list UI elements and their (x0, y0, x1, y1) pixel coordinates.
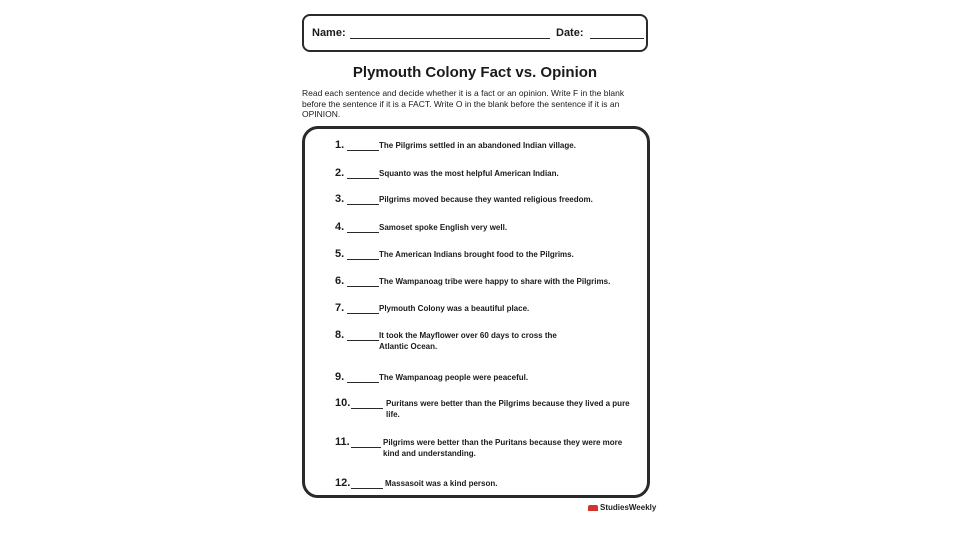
answer-blank[interactable] (347, 150, 379, 151)
logo-text: StudiesWeekly (600, 503, 657, 512)
question-text: Pilgrims were better than the Puritans because they were more kind and understanding. (383, 438, 623, 458)
answer-blank[interactable] (351, 488, 383, 489)
name-blank[interactable] (350, 38, 550, 39)
question-number: 4. (335, 221, 345, 233)
answer-blank[interactable] (347, 232, 379, 233)
question-text: Plymouth Colony was a beautiful place. (379, 304, 530, 313)
question-number: 7. (335, 302, 345, 314)
question-number: 8. (335, 329, 345, 341)
question-text: It took the Mayflower over 60 days to cross the Atlantic Ocean. (379, 331, 557, 351)
question-number: 6. (335, 275, 345, 287)
name-date-header (302, 14, 648, 52)
date-label: Date: (556, 27, 584, 39)
question-text: The Wampanoag tribe were happy to share with the Pilgrims. (379, 277, 611, 286)
answer-blank[interactable] (347, 178, 379, 179)
studies-weekly-logo (588, 503, 656, 512)
question-number: 5. (335, 248, 345, 260)
question-number: 3. (335, 193, 345, 205)
answer-blank[interactable] (347, 204, 379, 205)
instructions: Read each sentence and decide whether it is a fact or an opinion. Write F in the blank before the sentence if it is a FACT. Write O in the blank before the sentence if it is an OPINION. (302, 88, 625, 119)
answer-blank[interactable] (351, 408, 383, 409)
question-text: Puritans were better than the Pilgrims because they lived a pure life. (386, 399, 630, 419)
question-text: Samoset spoke English very well. (379, 223, 508, 232)
question-number: 1. (335, 139, 345, 151)
question-text: The American Indians brought food to the Pilgrims. (379, 250, 574, 259)
question-number: 10. (335, 397, 351, 409)
question-number: 9. (335, 371, 345, 383)
answer-blank[interactable] (351, 447, 381, 448)
answer-blank[interactable] (347, 286, 379, 287)
answer-blank[interactable] (347, 313, 379, 314)
logo-icon (588, 505, 598, 511)
answer-blank[interactable] (347, 340, 379, 341)
question-box (302, 126, 650, 498)
question-text: The Wampanoag people were peaceful. (379, 373, 529, 382)
question-text: Massasoit was a kind person. (385, 479, 498, 488)
date-blank[interactable] (590, 38, 644, 39)
worksheet-title: Plymouth Colony Fact vs. Opinion (352, 64, 598, 81)
question-number: 2. (335, 167, 345, 179)
answer-blank[interactable] (347, 382, 379, 383)
question-number: 11. (335, 436, 350, 448)
name-label: Name: (312, 27, 346, 39)
answer-blank[interactable] (347, 259, 379, 260)
question-text: Squanto was the most helpful American Indian. (379, 169, 559, 178)
question-text: The Pilgrims settled in an abandoned Indian village. (379, 141, 576, 150)
question-text: Pilgrims moved because they wanted religious freedom. (379, 195, 593, 204)
question-number: 12. (335, 477, 351, 489)
